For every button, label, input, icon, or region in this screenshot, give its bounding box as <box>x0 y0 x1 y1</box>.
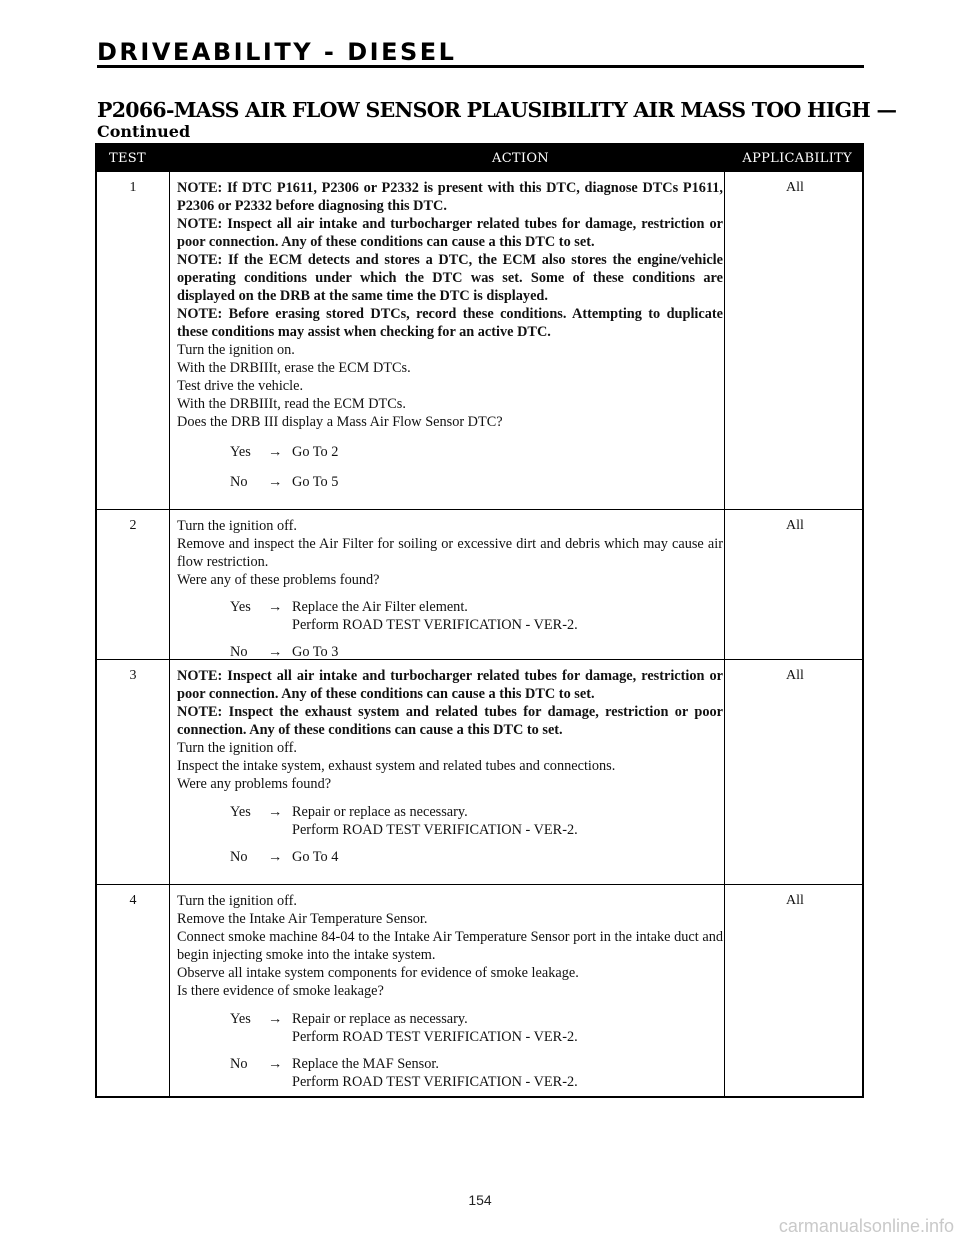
step-text: Turn the ignition off. <box>177 518 297 534</box>
header-title: DRIVEABILITY - DIESEL <box>97 38 457 66</box>
step-text: With the DRBIIIt, read the ECM DTCs. <box>177 396 406 412</box>
header-test: TEST <box>109 151 146 166</box>
table-row <box>97 659 862 885</box>
header-action: ACTION <box>492 151 549 166</box>
table-header <box>97 145 862 172</box>
action-cell <box>177 667 723 866</box>
no-result: Go To 5 <box>292 474 339 490</box>
no-outcome <box>177 848 723 866</box>
test-number: 3 <box>129 668 137 683</box>
step-text: Remove the Intake Air Temperature Sensor. <box>177 911 428 927</box>
no-label: No <box>230 849 248 865</box>
no-label: No <box>230 644 248 660</box>
no-result: Replace the MAF Sensor. Perform ROAD TEST VERIFICATION - VER-2. <box>292 1056 578 1090</box>
no-label: No <box>230 474 248 490</box>
note-text: NOTE: Inspect all air intake and turbocharger related tubes for damage, restriction or poor connection. Any of these conditions can cause a this DTC to set. <box>177 216 723 250</box>
no-label: No <box>230 1056 248 1072</box>
table-row <box>97 884 862 1097</box>
arrow-icon: → <box>268 1056 283 1072</box>
section-subtitle: Continued <box>97 122 191 141</box>
yes-result: Go To 2 <box>292 444 339 460</box>
arrow-icon: → <box>268 1011 283 1027</box>
table-row <box>97 172 862 509</box>
yes-result: Repair or replace as necessary. Perform ROAD TEST VERIFICATION - VER-2. <box>292 804 578 838</box>
yes-result: Repair or replace as necessary. Perform ROAD TEST VERIFICATION - VER-2. <box>292 1011 578 1045</box>
applicability-cell: All <box>786 518 804 533</box>
step-text: Connect smoke machine 84-04 to the Intake Air Temperature Sensor port in the intake duct and begin injecting smoke into the intake system. <box>177 929 723 963</box>
note-text: NOTE: If the ECM detects and stores a DTC, the ECM also stores the engine/vehicle operating conditions under which the DTC was set. Some of these conditions are displayed on the DRB at the same time the DTC is displayed. <box>177 252 723 304</box>
diagnostic-table <box>95 143 864 1098</box>
yes-outcome <box>177 1010 723 1046</box>
applicability-cell: All <box>786 668 804 683</box>
yes-outcome <box>177 803 723 839</box>
step-text: Test drive the vehicle. <box>177 378 304 394</box>
applicability-cell: All <box>786 893 804 908</box>
question-text: Does the DRB III display a Mass Air Flow Sensor DTC? <box>177 414 503 430</box>
question-text: Were any of these problems found? <box>177 572 380 588</box>
arrow-icon: → <box>268 599 283 615</box>
action-cell <box>177 517 723 661</box>
note-text: NOTE: Inspect all air intake and turbocharger related tubes for damage, restriction or poor connection. Any of these conditions can cause a this DTC to set. <box>177 668 723 702</box>
step-text: With the DRBIIIt, erase the ECM DTCs. <box>177 360 411 376</box>
table-row <box>97 509 862 660</box>
no-result: Go To 3 <box>292 644 339 660</box>
yes-label: Yes <box>230 804 251 820</box>
yes-label: Yes <box>230 444 251 460</box>
question-text: Were any problems found? <box>177 776 332 792</box>
yes-outcome <box>177 443 723 461</box>
test-number: 1 <box>129 180 137 195</box>
arrow-icon: → <box>268 444 283 460</box>
note-text: NOTE: Inspect the exhaust system and related tubes for damage, restriction or poor connection. Any of these conditions can cause a this DTC to set. <box>177 704 723 738</box>
step-text: Turn the ignition off. <box>177 893 297 909</box>
note-text: NOTE: Before erasing stored DTCs, record these conditions. Attempting to duplicate these conditions may assist when checking for an active DTC. <box>177 306 723 340</box>
note-text: NOTE: If DTC P1611, P2306 or P2332 is present with this DTC, diagnose DTCs P1611, P2306 or P2332 before diagnosing this DTC. <box>177 180 723 214</box>
header-applicability: APPLICABILITY <box>742 151 852 166</box>
step-text: Turn the ignition off. <box>177 740 297 756</box>
arrow-icon: → <box>268 474 283 490</box>
no-outcome <box>177 1055 723 1091</box>
yes-outcome <box>177 598 723 634</box>
section-title: P2066-MASS AIR FLOW SENSOR PLAUSIBILITY AIR MASS TOO HIGH — <box>97 98 897 122</box>
arrow-icon: → <box>268 804 283 820</box>
test-number: 4 <box>129 893 137 908</box>
test-number: 2 <box>129 518 137 533</box>
yes-result: Replace the Air Filter element. Perform ROAD TEST VERIFICATION - VER-2. <box>292 599 578 633</box>
arrow-icon: → <box>268 849 283 865</box>
step-text: Inspect the intake system, exhaust system and related tubes and connections. <box>177 758 616 774</box>
watermark: carmanualsonline.info <box>778 1216 954 1236</box>
no-result: Go To 4 <box>292 849 339 865</box>
step-text: Remove and inspect the Air Filter for soiling or excessive dirt and debris which may cause air flow restriction. <box>177 536 723 570</box>
action-cell <box>177 179 723 491</box>
yes-label: Yes <box>230 599 251 615</box>
step-text: Turn the ignition on. <box>177 342 295 358</box>
arrow-icon: → <box>268 644 283 660</box>
yes-label: Yes <box>230 1011 251 1027</box>
page-number: 154 <box>468 1192 492 1208</box>
applicability-cell: All <box>786 180 804 195</box>
step-text: Observe all intake system components for evidence of smoke leakage. <box>177 965 579 981</box>
no-outcome <box>177 473 723 491</box>
header-rule <box>97 65 864 68</box>
question-text: Is there evidence of smoke leakage? <box>177 983 384 999</box>
action-cell <box>177 892 723 1091</box>
